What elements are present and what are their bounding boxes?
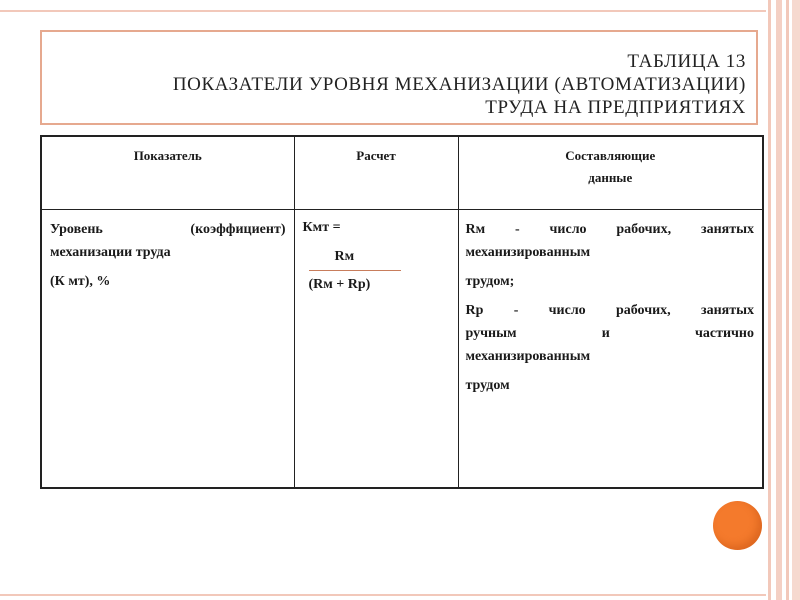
top-decor-line (0, 10, 766, 12)
word: ручным (465, 326, 517, 341)
word: Уровень (50, 222, 103, 237)
word: частично (694, 326, 754, 341)
indicator-table (40, 135, 764, 489)
word: - (513, 303, 519, 318)
header-components-line1: Составляющие (565, 148, 656, 163)
fraction-bar (309, 270, 401, 271)
bottom-decor-line (0, 594, 766, 596)
right-stripe (786, 0, 789, 600)
word: занятых (700, 303, 755, 318)
right-stripe (792, 0, 800, 600)
slide-title (173, 50, 746, 119)
formula-denominator: (Rм + Rр) (308, 277, 371, 292)
table-row (41, 210, 763, 489)
right-stripe (768, 0, 771, 600)
title-line-2: ПОКАЗАТЕЛИ УРОВНЯ МЕХАНИЗАЦИИ (АВТОМАТИЗАЦИИ) (172, 74, 746, 95)
header-components (458, 136, 763, 210)
word: рабочих, (616, 222, 672, 237)
word: и (601, 326, 610, 341)
orange-circle-decor (713, 501, 762, 550)
indicator-line3: (К мт), % (50, 274, 111, 289)
indicator-line2: механизации труда (50, 245, 171, 260)
word: Rм (465, 222, 486, 237)
right-stripe (776, 0, 782, 600)
word: (коэффициент) (190, 222, 286, 237)
header-indicator: Показатель (41, 136, 294, 210)
rp-line2 (466, 322, 755, 345)
table-header-row (41, 136, 763, 210)
title-line-1: ТАБЛИЦА 13 (627, 51, 746, 72)
word: занятых (700, 222, 755, 237)
header-components-line2: данные (588, 170, 633, 185)
components-cell (458, 210, 763, 489)
header-calculation: Расчет (294, 136, 458, 210)
formula-numerator: Rм (334, 249, 355, 264)
word: Rр (465, 303, 484, 318)
rp-line1 (466, 299, 755, 322)
indicator-line1 (50, 218, 286, 241)
rm-line3: трудом; (465, 274, 515, 289)
word: рабочих, (615, 303, 671, 318)
word: - (515, 222, 520, 237)
formula-lhs: Кмт = (302, 220, 341, 235)
calculation-cell (294, 210, 458, 489)
rp-line4: трудом (465, 378, 510, 393)
rp-line3: механизированным (465, 349, 591, 364)
indicator-cell (41, 210, 294, 489)
title-box (40, 30, 758, 125)
rm-line2: механизированным (465, 245, 591, 260)
word: число (548, 303, 586, 318)
rm-line1 (466, 218, 755, 241)
word: число (549, 222, 587, 237)
title-line-3: ТРУДА НА ПРЕДПРИЯТИЯХ (485, 97, 746, 118)
